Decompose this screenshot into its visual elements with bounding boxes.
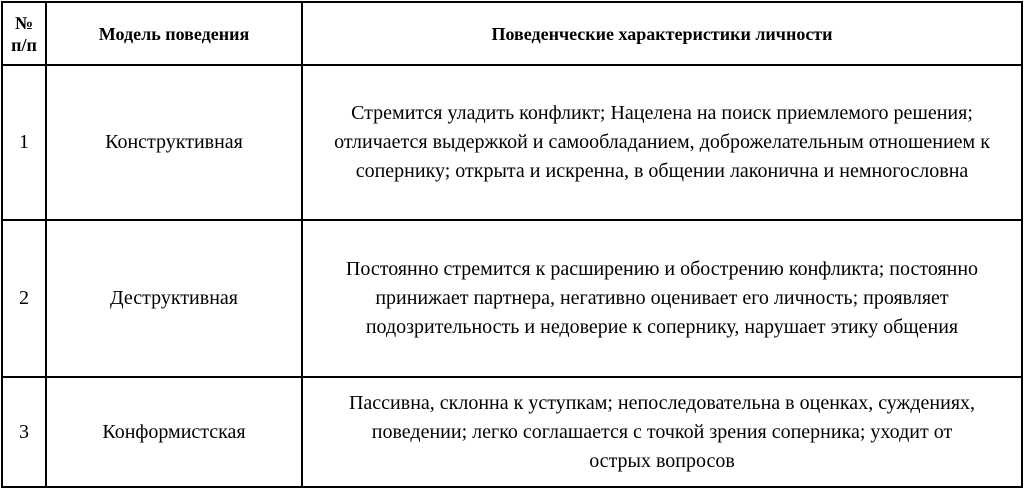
table-row	[2, 377, 1022, 487]
row-characteristics	[302, 377, 1022, 487]
behavior-models-table	[1, 1, 1023, 488]
row-model: Конформистская	[46, 377, 302, 487]
table-row	[2, 220, 1022, 377]
row-model: Конструктивная	[46, 65, 302, 220]
header-model: Модель поведения	[46, 2, 302, 65]
row-number: 2	[2, 220, 46, 377]
table-row	[2, 65, 1022, 220]
row-characteristics-text: Постоянно стремится к расширению и обострению конфликта; постоянно принижает партнера, негативно оценивает его личность; проявляет подозрительность и недоверие к сопернику, нарушает этику общения	[345, 258, 979, 338]
table-header-row	[2, 2, 1022, 65]
row-number: 3	[2, 377, 46, 487]
row-characteristics	[302, 220, 1022, 377]
row-characteristics	[302, 65, 1022, 220]
row-model: Деструктивная	[46, 220, 302, 377]
row-characteristics-text: Стремится уладить конфликт; Нацелена на поиск приемлемого решения; отличается выдержкой и самообладанием, доброжелательным отношением к сопернику; открыта и искренна, в общении лаконична и немногословна	[334, 102, 990, 182]
row-number: 1	[2, 65, 46, 220]
header-number-line2: п/п	[11, 34, 37, 55]
header-characteristics: Поведенческие характеристики личности	[302, 2, 1022, 65]
header-number	[2, 2, 46, 65]
header-number-line1: №	[14, 12, 34, 33]
row-characteristics-text: Пассивна, склонна к уступкам; непоследовательна в оценках, суждениях, поведении; легко соглашается с точкой зрения соперника; уходит от острых вопросов	[348, 391, 976, 472]
